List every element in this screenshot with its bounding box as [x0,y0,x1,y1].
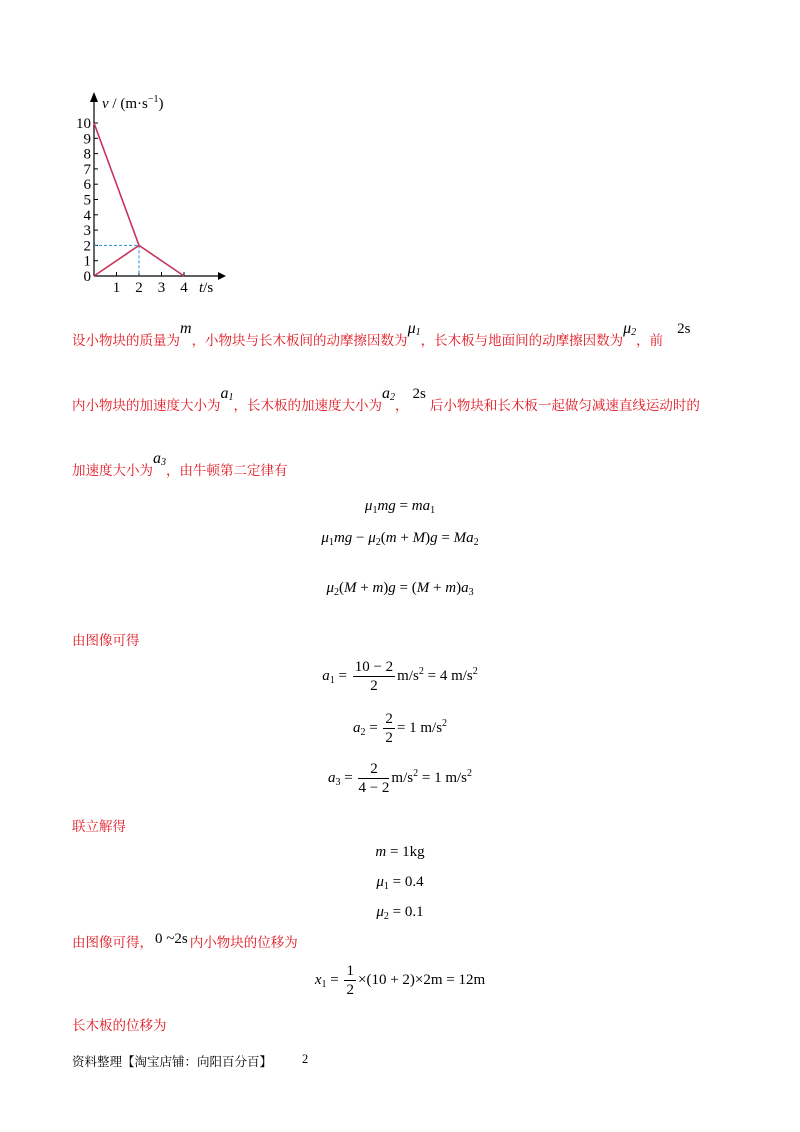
footer-source: 资料整理【淘宝店铺：向阳百分百】 [72,1054,273,1069]
equation-2: $\mu_1mg - \mu_2(m + M)g = Ma_2$ [321,530,479,548]
symbol-mu2: $\mu_2$ [623,320,637,338]
text-displacement [72,931,298,952]
text-segment: 加速度大小为 [72,463,153,479]
x-tick-label: 2 [135,280,143,296]
y-tick-label: 4 [83,207,91,224]
symbol-a1: $a_1$ [220,385,234,403]
equation-a2: $a_2$ = $\frac{2}{2}$ = 1 $m/s^2$ [352,711,448,746]
text-segment: ，前 [636,333,664,349]
y-tick-label: 9 [83,131,91,148]
x-tick-label: 4 [180,280,188,296]
velocity-time-graph [66,88,226,298]
text-segment: 内小物块的位移为 [189,935,298,951]
text-segment: ，小物块与长木板间的动摩擦因数为 [191,333,408,349]
equation-3: $\mu_2(M + m)g = (M + m)a_3$ [326,580,474,598]
y-axis-arrow [90,92,98,102]
symbol-m: m [180,320,192,337]
x-axis-arrow [218,272,226,280]
origin-label: 0 [83,269,91,285]
time-2s: 2s [677,321,691,337]
symbol-a2: $a_2$ [382,385,395,403]
text-board-displacement: 长木板的位移为 [72,1018,167,1034]
text-segment: ，长木板与地面间的动摩擦因数为 [420,333,624,349]
text-segment: ，长木板的加速度大小为 [233,398,382,414]
y-tick-label: 6 [83,177,91,194]
result-m: m = 1kg [375,844,425,860]
y-tick-label: 10 [76,116,91,132]
result-mu1: $\mu_1 = 0.4$ [376,874,424,892]
page-number: 2 [302,1052,309,1066]
time-2s: 2s [412,386,426,402]
paragraph-definitions-1 [72,320,691,354]
equation-x1: $x_1$ = $\frac{1}{2}$ ×(10 + 2)×2m = 12m [314,963,486,998]
x-tick-label: 3 [157,280,166,296]
y-tick-label: 8 [83,146,91,163]
y-tick-label: 1 [83,253,91,270]
x-axis-label: t/s [199,280,214,296]
result-mu2: $\mu_2 = 0.1$ [376,904,424,922]
text-from-graph: 由图像可得 [72,633,140,649]
paragraph-definitions-2 [72,385,700,419]
series-board-velocity [94,245,139,276]
text-solve: 联立解得 [72,819,126,835]
time-range: 0 ~2s [155,931,188,947]
equation-a1: $a_1$ = $\frac{10 - 2}{2}$ $m/s^2 = 4$ $m/s^2$ [322,659,478,694]
text-segment: ， [395,398,409,414]
text-segment: 后小物块和长木板一起做匀减速直线运动时的 [429,398,700,414]
text-segment: 设小物块的质量为 [72,333,180,349]
text-segment: 内小物块的加速度大小为 [72,398,221,414]
paragraph-definitions-3 [72,450,288,484]
equation-a3: $a_3$ = $\frac{2}{4 - 2}$ $m/s^2 = 1$ $m/s^2$ [327,761,472,796]
text-segment: ，由牛顿第二定律有 [166,463,288,479]
text-segment: 由图像可得， [72,935,153,951]
y-tick-label: 5 [83,192,91,209]
equation-1: $\mu_1mg = ma_1$ [364,498,436,516]
y-tick-label: 7 [83,161,91,178]
y-tick-label: 3 [83,223,91,240]
symbol-a3: $a_3$ [153,450,166,468]
x-tick-label: 1 [112,280,121,296]
y-tick-label: 2 [83,238,91,255]
y-axis-label: $v / (m\cdot s^{-1})$ [102,94,164,112]
symbol-mu1: $\mu_1$ [407,320,421,338]
